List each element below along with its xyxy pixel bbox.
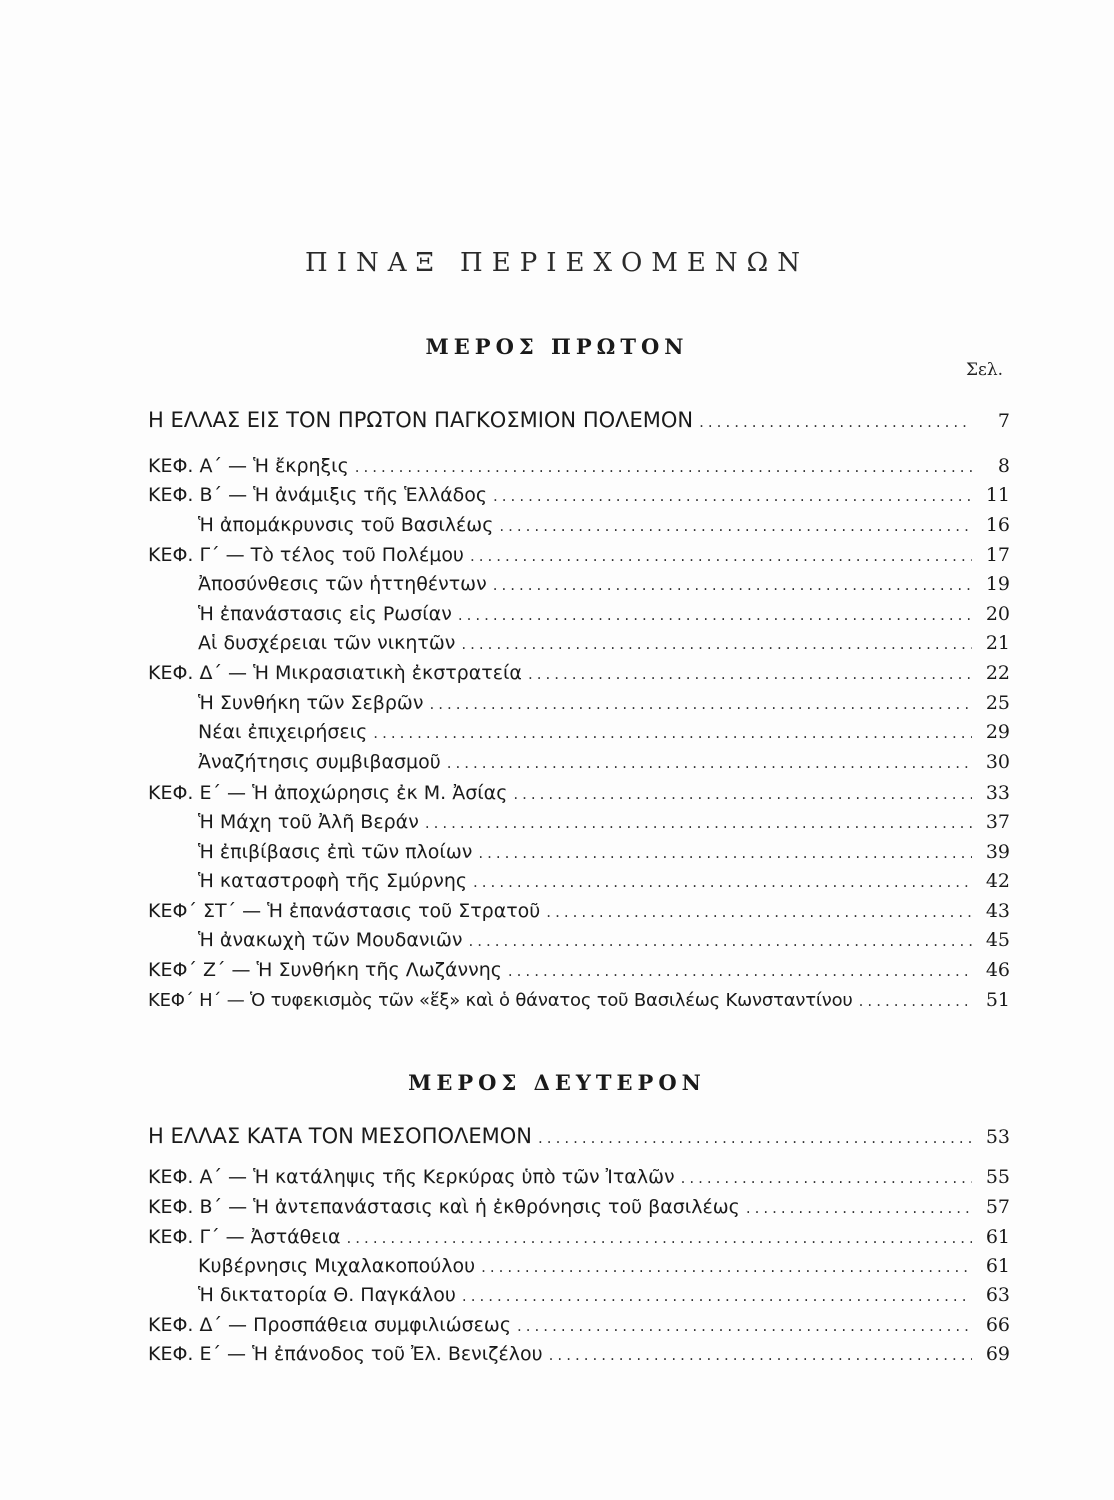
toc-page-number: 7	[997, 410, 1010, 432]
toc-entry-text: ΚΕΦ. Ε΄ — Ἡ ἐπάνοδος τοῦ Ἐλ. Βενιζέλου	[148, 1343, 543, 1365]
page-column-label: Σελ.	[966, 360, 1004, 380]
toc-page-number: 19	[985, 573, 1010, 595]
toc-entry	[148, 748, 1010, 776]
toc-entry	[148, 1252, 1010, 1280]
toc-entry	[148, 926, 1010, 954]
toc-entry-text: ΚΕΦ΄ Ζ΄ — Ἡ Συνθήκη τῆς Λωζάννης	[148, 959, 502, 981]
toc-page-number: 29	[985, 721, 1010, 743]
toc-page-number: 25	[985, 692, 1010, 714]
toc-entry-text: ΚΕΦ. Ε΄ — Ἡ ἀποχώρησις ἐκ Μ. Ἀσίας	[148, 782, 508, 804]
toc-entry	[148, 452, 1010, 480]
leader-dots	[429, 690, 972, 718]
toc-entry-text: Ἡ ἐπιβίβασις ἐπὶ τῶν πλοίων	[198, 841, 473, 863]
toc-entry	[148, 1311, 1010, 1339]
toc-entry-text: Ἡ ἀνακωχὴ τῶν Μουδανιῶν	[198, 929, 463, 951]
toc-page-number: 66	[985, 1314, 1010, 1336]
toc-page-number: 69	[985, 1343, 1010, 1365]
toc-page-number: 61	[985, 1255, 1010, 1277]
toc-entry	[148, 1193, 1010, 1221]
toc-entry	[148, 659, 1010, 687]
leader-dots	[461, 630, 972, 658]
toc-entry	[148, 570, 1010, 598]
toc-entry	[148, 689, 1010, 717]
leader-dots	[493, 571, 972, 599]
leader-dots	[478, 839, 972, 867]
toc-page-number: 22	[985, 662, 1010, 684]
toc-page-number: 39	[985, 841, 1010, 863]
leader-dots	[425, 809, 972, 837]
leader-dots	[513, 780, 972, 808]
toc-page-number: 17	[985, 544, 1010, 566]
toc-page-number: 57	[985, 1196, 1010, 1218]
toc-entry-text: Ἡ καταστροφὴ τῆς Σμύρνης	[198, 870, 468, 892]
leader-dots	[473, 868, 972, 896]
toc-section	[148, 406, 1010, 434]
leader-dots	[458, 601, 972, 629]
leader-dots	[470, 542, 972, 570]
toc-entry	[148, 986, 1010, 1014]
toc-entry	[148, 481, 1010, 509]
toc-entry-text: Ἡ Μάχη τοῦ Ἀλῆ Βεράν	[198, 811, 419, 833]
leader-dots	[347, 1224, 972, 1252]
toc-section-title: Η ΕΛΛΑΣ ΕΙΣ ΤΟΝ ΠΡΩΤΟΝ ΠΑΓΚΟΣΜΙΟΝ ΠΟΛΕΜΟΝ	[148, 408, 694, 432]
toc-entry-text: Νέαι ἐπιχειρήσεις	[198, 721, 368, 743]
leader-dots	[508, 957, 972, 985]
toc-page-number: 51	[985, 989, 1010, 1011]
leader-dots	[481, 1253, 972, 1281]
toc-page-number: 55	[985, 1166, 1010, 1188]
leader-dots	[468, 927, 972, 955]
part-two-heading: ΜΕΡΟΣ ΔΕΥΤΕΡΟΝ	[408, 1070, 706, 1095]
toc-entry-text: Ἡ Συνθήκη τῶν Σεβρῶν	[198, 692, 424, 714]
toc-entry	[148, 956, 1010, 984]
toc-page-number: 30	[985, 751, 1010, 773]
toc-page-number: 11	[985, 484, 1010, 506]
leader-dots	[699, 408, 972, 436]
toc-entry-text: ΚΕΦ. Δ΄ — Ἡ Μικρασιατικὴ ἐκστρατεία	[148, 662, 522, 684]
toc-entry	[148, 629, 1010, 657]
toc-page-number: 21	[985, 632, 1010, 654]
toc-entry-text: ΚΕΦ. Γ΄ — Ἀστάθεια	[148, 1226, 341, 1248]
leader-dots	[355, 453, 972, 481]
toc-page-number: 8	[997, 455, 1010, 477]
leader-dots	[681, 1164, 972, 1192]
toc-page-number: 46	[985, 959, 1010, 981]
leader-dots	[499, 512, 972, 540]
toc-entry	[148, 897, 1010, 925]
toc-entry-text: ΚΕΦ. Δ΄ — Προσπάθεια συμφιλιώσεως	[148, 1314, 511, 1336]
toc-entry-text: Ἀναζήτησις συμβιβασμοῦ	[198, 751, 441, 773]
toc-entry	[148, 541, 1010, 569]
leader-dots	[746, 1194, 972, 1222]
toc-entry	[148, 1223, 1010, 1251]
toc-page-number: 61	[985, 1226, 1010, 1248]
toc-section	[148, 1122, 1010, 1150]
toc-page-number: 42	[985, 870, 1010, 892]
leader-dots	[447, 749, 972, 777]
toc-page-number: 53	[985, 1126, 1010, 1148]
toc-entry-text: Αἱ δυσχέρειαι τῶν νικητῶν	[198, 632, 456, 654]
leader-dots	[493, 482, 972, 510]
toc-entry	[148, 779, 1010, 807]
toc-entry-text: Ἡ ἀπομάκρυνσις τοῦ Βασιλέως	[198, 514, 494, 536]
toc-entry	[148, 1281, 1010, 1309]
toc-entry	[148, 838, 1010, 866]
toc-entry	[148, 1163, 1010, 1191]
toc-entry-text: ΚΕΦ. Β΄ — Ἡ ἀντεπανάστασις καὶ ἡ ἐκθρόνησις τοῦ βασιλέως	[148, 1196, 740, 1218]
leader-dots	[373, 719, 972, 747]
toc-entry-text: Ἡ ἐπανάστασις εἰς Ρωσίαν	[198, 603, 452, 625]
toc-entry	[148, 511, 1010, 539]
part-one-heading: ΜΕΡΟΣ ΠΡΩΤΟΝ	[425, 334, 689, 359]
toc-entry	[148, 600, 1010, 628]
toc-section-title: Η ΕΛΛΑΣ ΚΑΤΑ ΤΟΝ ΜΕΣΟΠΟΛΕΜΟΝ	[148, 1124, 533, 1148]
toc-title: ΠΙΝΑΞ ΠΕΡΙΕΧΟΜΕΝΩΝ	[305, 248, 809, 278]
toc-entry	[148, 718, 1010, 746]
toc-page-number: 63	[985, 1284, 1010, 1306]
toc-entry-text: Ἀποσύνθεσις τῶν ἡττηθέντων	[198, 573, 487, 595]
toc-entry-text: ΚΕΦ. Α΄ — Ἡ κατάληψις τῆς Κερκύρας ὑπὸ τῶν Ἰταλῶν	[148, 1166, 675, 1188]
leader-dots	[528, 660, 972, 688]
toc-entry	[148, 1340, 1010, 1368]
leader-dots	[546, 898, 972, 926]
leader-dots	[549, 1341, 972, 1369]
leader-dots	[859, 987, 972, 1015]
toc-page-number: 43	[985, 900, 1010, 922]
toc-entry	[148, 867, 1010, 895]
toc-entry-text: Κυβέρνησις Μιχαλακοπούλου	[198, 1255, 476, 1277]
toc-entry-text: ΚΕΦ. Α΄ — Ἡ ἔκρηξις	[148, 455, 349, 477]
toc-page-number: 20	[985, 603, 1010, 625]
toc-page-number: 33	[985, 782, 1010, 804]
toc-entry-text: ΚΕΦ΄ Η΄ — Ὁ τυφεκισμὸς τῶν «ἕξ» καὶ ὁ θάνατος τοῦ Βασιλέως Κωνσταντίνου	[148, 990, 853, 1011]
leader-dots	[538, 1124, 972, 1152]
toc-entry	[148, 808, 1010, 836]
toc-page-number: 45	[985, 929, 1010, 951]
toc-entry-text: ΚΕΦ. Β΄ — Ἡ ἀνάμιξις τῆς Ἑλλάδος	[148, 484, 488, 506]
toc-page-number: 16	[985, 514, 1010, 536]
toc-entry-text: ΚΕΦ΄ ΣΤ΄ — Ἡ ἐπανάστασις τοῦ Στρατοῦ	[148, 900, 541, 922]
leader-dots	[517, 1312, 972, 1340]
toc-entry-text: Ἡ δικτατορία Θ. Παγκάλου	[198, 1284, 456, 1306]
toc-entry-text: ΚΕΦ. Γ΄ — Τὸ τέλος τοῦ Πολέμου	[148, 544, 464, 566]
toc-page-number: 37	[985, 811, 1010, 833]
leader-dots	[462, 1282, 972, 1310]
